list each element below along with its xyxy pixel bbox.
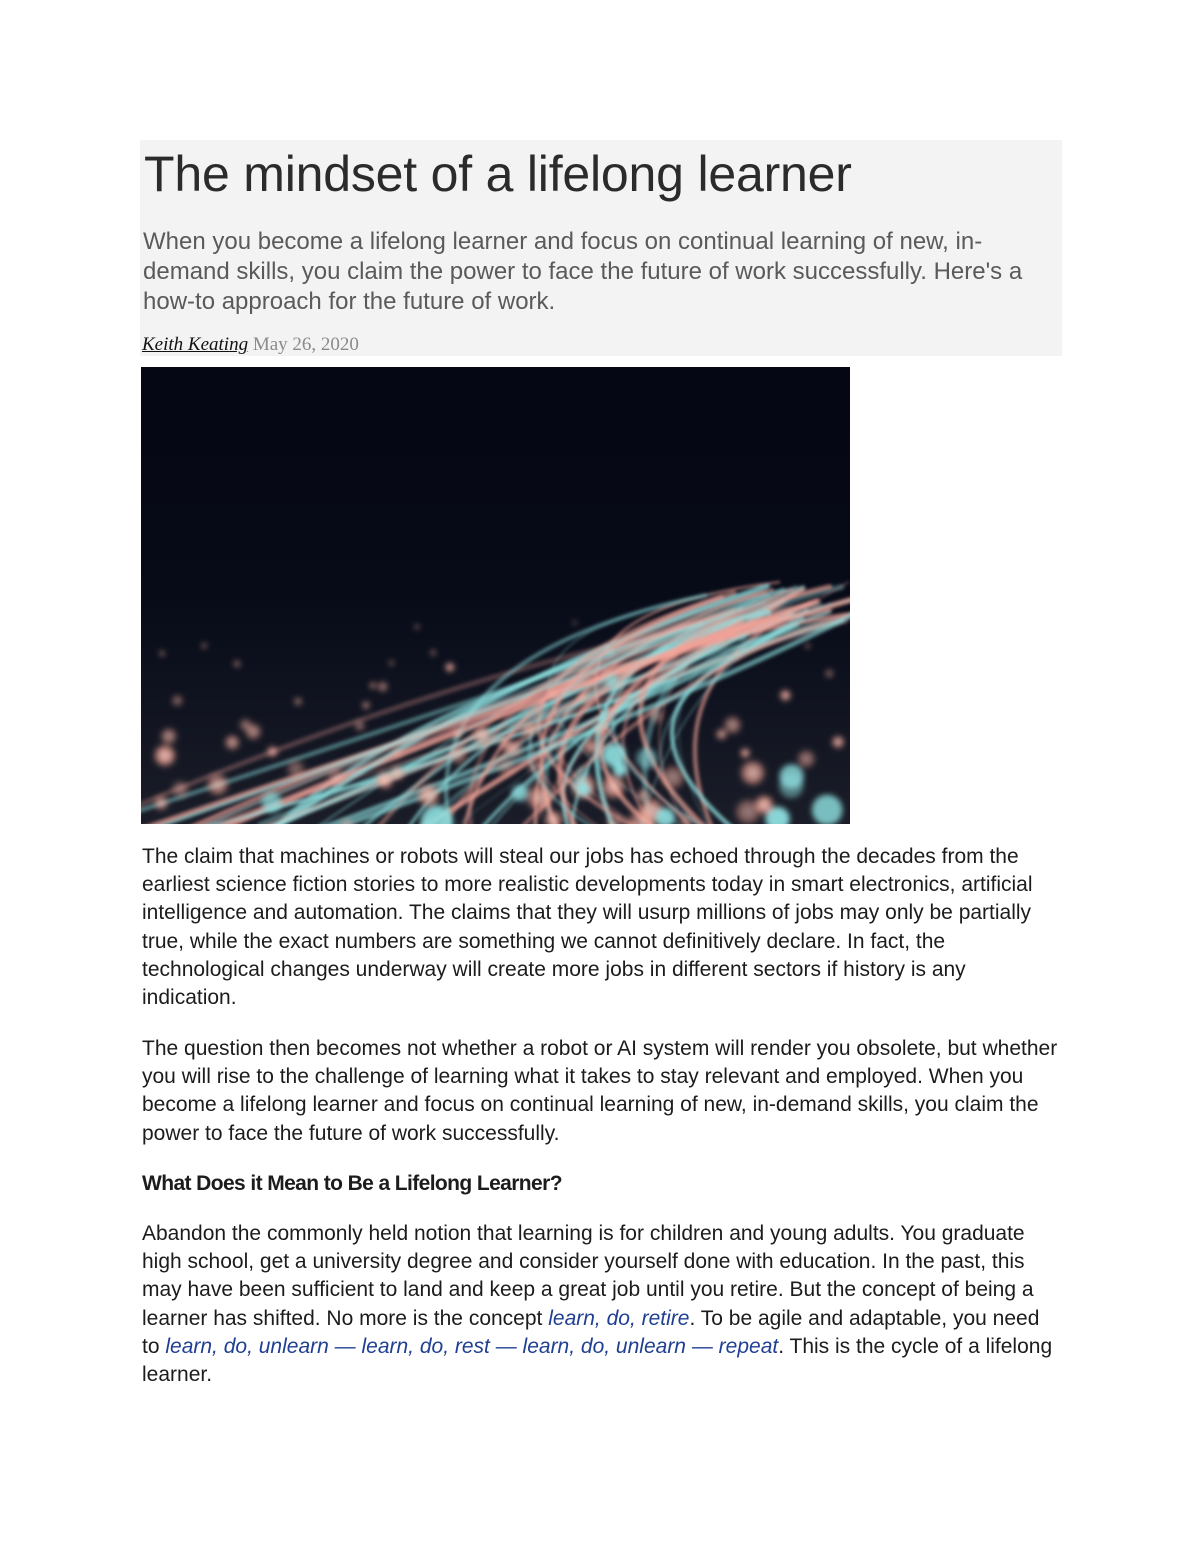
paragraph-3-text-b: . To be agile and adaptable, you need to [142,1306,1040,1358]
hero-image [141,367,850,824]
paragraph-1: The claim that machines or robots will steal our jobs has echoed through the decades from the earliest science fiction stories to more realistic developments today in smart electronics, artificial intelligence and automation. The claims that they will usurp millions of jobs may only be partially true, while the exact numbers are something we cannot definitively declare. In fact, the technological changes underway will create more jobs in different sectors if history is any indication. [142,845,1033,1010]
article-subtitle: When you become a lifelong learner and focus on continual learning of new, in-demand skills, you claim the power to face the future of work successfully. Here's a how-to approach for the future of work. [143,228,1023,315]
paragraph-2: The question then becomes not whether a robot or AI system will render you obsolete, but whether you will rise to the challenge of learning what it takes to stay relevant and employed. When you become a lifelong learner and focus on continual learning of new, in-demand skills, you claim the power to face the future of work successfully. [142,1037,1058,1145]
section-heading: What Does it Mean to Be a Lifelong Learner? [142,1172,562,1195]
author-link[interactable]: Keith Keating [142,334,249,355]
emphasis-learning-cycle: learn, do, unlearn — learn, do, rest — learn, do, unlearn — repeat [165,1334,779,1358]
paragraph-3-text-c: . This is the cycle of a lifelong learner. [142,1334,1053,1387]
paragraph-3 [142,1220,1062,1389]
publish-date: May 26, 2020 [252,334,359,355]
emphasis-learn-do-retire: learn, do, retire [548,1306,690,1330]
article-byline [142,332,359,358]
paragraph-3-text-a: Abandon the commonly held notion that learning is for children and young adults. You graduate high school, get a university degree and consider yourself done with education. In the past, this may have been sufficient to land and keep a great job until you retire. But the concept of being a learner has shifted. No more is the concept [142,1222,1034,1330]
article-title: The mindset of a lifelong learner [144,146,852,202]
